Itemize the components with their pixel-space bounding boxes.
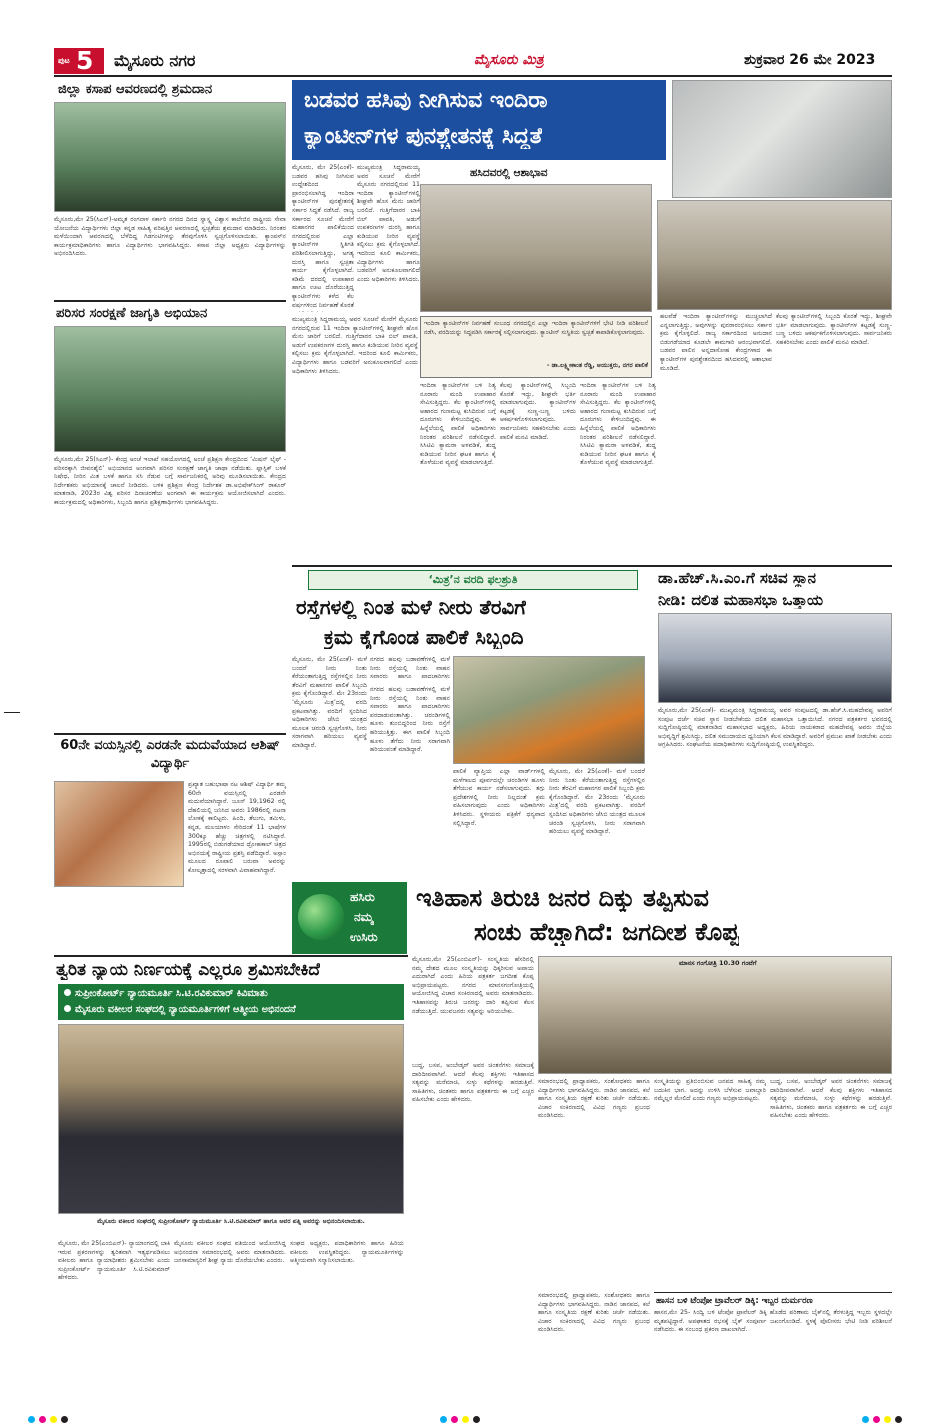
nyaya-col2: ಮೈಸೂರು ವಕೀಲರ ಸಂಘದ ವತಿಯಿಂದ ಆಯೋಜಿಸಿದ್ದ ಅಭಿನಂದನಾ ಸಮಾರಂಭದಲ್ಲಿ ಅವರು ಮಾತನಾಡಿದರು. ಜನಸಾಮಾನ್ಯರಿಗೆ ಶೀಘ್ರ ನ್ಯಾಯ ದೊರೆಯಬೇಕು ಎಂದರು. (174, 1240, 286, 1265)
koppa-headline-line1: ಇತಿಹಾಸ ತಿರುಚಿ ಜನರ ದಿಕ್ಕು ತಪ್ಪಿಸುವ (416, 884, 709, 912)
page-date: ಶುಕ್ರವಾರ 26 ಮೇ 2023 (744, 52, 876, 68)
bullet-dot-icon (64, 1005, 71, 1012)
green-line2: ನಮ್ಮ (354, 910, 374, 924)
nyaya-col3: ಸಂಘದ ಅಧ್ಯಕ್ಷರು, ಪದಾಧಿಕಾರಿಗಳು ಹಾಗೂ ಹಿರಿಯ ವಕೀಲರು ಉಪಸ್ಥಿತರಿದ್ದರು. ನ್ಯಾಯಮೂರ್ತಿಗಳನ್ನು ಆತ್ಮೀಯವಾಗಿ ಸನ್ಮಾನಿಸಲಾಯಿತು. (290, 1240, 404, 1265)
nyaya-bullet2: ಮೈಸೂರು ವಕೀಲರ ಸಂಘದಲ್ಲಿ ನ್ಯಾಯಮೂರ್ತಿಗಳಿಗೆ ಆತ್ಮೀಯ ಅಭಿನಂದನೆ (75, 1004, 296, 1015)
rain-tag-text: ‘ಮಿತ್ರ’ನ ವರದಿ ಫಲಶ್ರುತಿ (428, 573, 518, 586)
rain-photo (453, 656, 645, 764)
nyaya-headline: ತ್ವರಿತ ನ್ಯಾಯ ನಿರ್ಣಯಕ್ಕೆ ಎಲ್ಲರೂ ಶ್ರಮಿಸಬೇಕಿದೆ (56, 960, 321, 980)
canteen-photo-dining (420, 184, 652, 312)
environment-headline: ಪರಿಸರ ಸಂರಕ್ಷಣೆ ಜಾಗೃತಿ ಅಭಿಯಾನ (56, 306, 208, 321)
nyaya-bullet1: ಸುಪ್ರೀಂಕೋರ್ಟ್ ನ್ಯಾಯಮೂರ್ತಿ ಸಿ.ಟಿ.ರವಿಕುಮಾರ್ ಕಿವಿಮಾತು (75, 988, 268, 999)
dalit-photo (658, 613, 892, 703)
rain-headline-line2: ಕ್ರಮ ಕೈಗೊಂಡ ಪಾಲಿಕೆ ಸಿಬ್ಬಂದಿ (324, 625, 524, 649)
paper-name: ಮೈಸೂರು ಮಿತ್ರ (474, 52, 544, 68)
canteen-headline-line2: ಕ್ಯಾಂಟೀನ್‌ಗಳ ಪುನಶ್ಚೇತನಕ್ಕೆ ಸಿದ್ಧತೆ (304, 124, 543, 149)
green-line3: ಉಸಿರು (350, 930, 378, 944)
canteen-col4: ಕೆಲವು ಕ್ಯಾಂಟೀನ್‌ಗಳಲ್ಲಿ ಸಿಬ್ಬಂದಿ ಕೊರತೆ ಇದ್ದು, ಶೀಘ್ರವೇ ಭರ್ತಿ ಮಾಡಲಾಗುವುದು. ಕ್ಯಾಂಟೀನ್‌ಗಳ ಕಟ್ಟಡಕ್ಕೆ ಸುಣ್ಣ-ಬಣ್ಣ ಬಳಿದು ಆಕರ್ಷಕಗೊಳಿಸಲಾಗುವುದು. ಸಾರ್ವಜನಿಕರು ಸಹಕರಿಸಬೇಕು ಎಂದು ಪಾಲಿಕೆ ಮನವಿ ಮಾಡಿದೆ. (500, 382, 576, 441)
nyaya-bullet1-row (64, 986, 398, 1002)
rain-col3: ಪಾಲಿಕೆ ವ್ಯಾಪ್ತಿಯ ಎಲ್ಲಾ ವಾರ್ಡ್‌ಗಳಲ್ಲಿ ಮಳೆಗಾಲದ ಪೂರ್ವದಲ್ಲೇ ಚರಂಡಿಗಳ ಹೂಳು ತೆಗೆಯುವ ಕಾರ್ಯ ನಡೆಸಲಾಗುವುದು. ತಗ್ಗು ಪ್ರದೇಶಗಳಲ್ಲಿ ನೀರು ನಿಲ್ಲದಂತೆ ಕ್ರಮ ವಹಿಸಲಾಗುವುದು ಎಂದು ಅಧಿಕಾರಿಗಳು ತಿಳಿಸಿದರು. ಸ್ಥಳೀಯರು ಪತ್ರಿಕೆಗೆ ಧನ್ಯವಾದ ಸಲ್ಲಿಸಿದ್ದಾರೆ. (453, 768, 545, 827)
masthead (54, 48, 892, 74)
canteen-col2: ಮುಖ್ಯಮಂತ್ರಿ ಸಿದ್ದರಾಮಯ್ಯ ಅವರ ಸೂಚನೆ ಮೇರೆಗೆ ಮೈಸೂರು ನಗರದಲ್ಲಿರುವ 11 ಇಂದಿರಾ ಕ್ಯಾಂಟೀನ್‌ಗಳಲ್ಲಿ ಶೀಘ್ರವೇ ಹೊಸ ಮೆನು ಜಾರಿಗೆ ಬರಲಿದೆ. ಗುತ್ತಿಗೆದಾರರ ಬಾಕಿ ಬಿಲ್ ಪಾವತಿ, ಅಡುಗೆ ಉಪಕರಣಗಳ ದುರಸ್ತಿ ಹಾಗೂ ಕುಡಿಯುವ ನೀರಿನ ವ್ಯವಸ್ಥೆ ಕಲ್ಪಿಸಲು ಕ್ರಮ ಕೈಗೊಳ್ಳಲಾಗಿದೆ. ಇದರಿಂದ ಕೂಲಿ ಕಾರ್ಮಿಕರು, ವಿದ್ಯಾರ್ಥಿಗಳು ಹಾಗೂ ಬಡವರಿಗೆ ಅನುಕೂಲವಾಗಲಿದೆ ಎಂದು ಅಧಿಕಾರಿಗಳು ತಿಳಿಸಿದರು. (357, 164, 420, 283)
environment-photo (54, 326, 286, 452)
registration-dots-right (862, 1408, 922, 1416)
wedding-headline: 60ನೇ ವಯಸ್ಸಿನಲ್ಲಿ ಎರಡನೇ ಮದುವೆಯಾದ ಆಶಿಷ್ ವಿದ್ಯಾರ್ಥಿ (60, 738, 280, 771)
canteen-col3: ಇಂದಿರಾ ಕ್ಯಾಂಟೀನ್‌ಗಳ ಬಳಿ ನಿತ್ಯ ನೂರಾರು ಮಂದಿ ಉಪಾಹಾರ ಸೇವಿಸುತ್ತಿದ್ದರು. ಕೆಲ ಕ್ಯಾಂಟೀನ್‌ಗಳಲ್ಲಿ ಆಹಾರದ ಗುಣಮಟ್ಟ ಕುಸಿದಿರುವ ಬಗ್ಗೆ ದೂರುಗಳು ಕೇಳಿಬಂದಿದ್ದವು. ಈ ಹಿನ್ನೆಲೆಯಲ್ಲಿ ಪಾಲಿಕೆ ಅಧಿಕಾರಿಗಳು ನಿರಂತರ ಪರಿಶೀಲನೆ ನಡೆಸಲಿದ್ದಾರೆ. ಸಿಸಿಟಿವಿ ಕ್ಯಾಮರಾ ಅಳವಡಿಕೆ, ಶುದ್ಧ ಕುಡಿಯುವ ನೀರಿನ ಘಟಕ ಹಾಗೂ ಕೈ ತೊಳೆಯುವ ವ್ಯವಸ್ಥೆ ಮಾಡಲಾಗುತ್ತಿದೆ. (420, 382, 496, 467)
nyaya-col1: ಮೈಸೂರು, ಮೇ 25(ಎಂಬಿಎನ್)- ನ್ಯಾಯಾಂಗದಲ್ಲಿ ಬಾಕಿ ಇರುವ ಪ್ರಕರಣಗಳನ್ನು ತ್ವರಿತವಾಗಿ ಇತ್ಯರ್ಥಪಡಿಸಲು ವಕೀಲರು ಹಾಗೂ ನ್ಯಾಯಾಧೀಶರು ಶ್ರಮಿಸಬೇಕು ಎಂದು ಸುಪ್ರೀಂಕೋರ್ಟ್ ನ್ಯಾಯಮೂರ್ತಿ ಸಿ.ಟಿ.ರವಿಕುಮಾರ್ ಹೇಳಿದರು. (58, 1240, 170, 1282)
canteen-kicker: ಹಸಿದವರಲ್ಲಿ ಆಶಾಭಾವ (470, 167, 548, 179)
canteen-col4b: ಇಂದಿರಾ ಕ್ಯಾಂಟೀನ್‌ಗಳ ಬಳಿ ನಿತ್ಯ ನೂರಾರು ಮಂದಿ ಉಪಾಹಾರ ಸೇವಿಸುತ್ತಿದ್ದರು. ಕೆಲ ಕ್ಯಾಂಟೀನ್‌ಗಳಲ್ಲಿ ಆಹಾರದ ಗುಣಮಟ್ಟ ಕುಸಿದಿರುವ ಬಗ್ಗೆ ದೂರುಗಳು ಕೇಳಿಬಂದಿದ್ದವು. ಈ ಹಿನ್ನೆಲೆಯಲ್ಲಿ ಪಾಲಿಕೆ ಅಧಿಕಾರಿಗಳು ನಿರಂತರ ಪರಿಶೀಲನೆ ನಡೆಸಲಿದ್ದಾರೆ. ಸಿಸಿಟಿವಿ ಕ್ಯಾಮರಾ ಅಳವಡಿಕೆ, ಶುದ್ಧ ಕುಡಿಯುವ ನೀರಿನ ಘಟಕ ಹಾಗೂ ಕೈ ತೊಳೆಯುವ ವ್ಯವಸ್ಥೆ ಮಾಡಲಾಗುತ್ತಿದೆ. (580, 382, 656, 467)
dalit-body: ಮೈಸೂರು,ಮೇ 25(ಎಂಕೆ)- ಮುಖ್ಯಮಂತ್ರಿ ಸಿದ್ದರಾಮಯ್ಯ ಅವರ ಸಂಪುಟದಲ್ಲಿ ಡಾ.ಹೆಚ್.ಸಿ.ಮಹದೇವಪ್ಪ ಅವರಿಗೆ ಸಂಪುಟ ದರ್ಜೆ ಸಚಿವ ಸ್ಥಾನ ನೀಡಬೇಕೆಂದು ದಲಿತ ಮಹಾಸಭಾ ಒತ್ತಾಯಿಸಿದೆ. ನಗರದ ಪತ್ರಕರ್ತರ ಭವನದಲ್ಲಿ ಸುದ್ದಿಗೋಷ್ಠಿಯಲ್ಲಿ ಮಾತನಾಡಿದ ಮಹಾಸಭಾದ ಅಧ್ಯಕ್ಷರು, ಹಿರಿಯ ನಾಯಕರಾದ ಮಹದೇವಪ್ಪ ಅವರು ಜಿಲ್ಲೆಯ ಅಭಿವೃದ್ಧಿಗೆ ಶ್ರಮಿಸಿದ್ದು, ದಲಿತ ಸಮುದಾಯದ ಧ್ವನಿಯಾಗಿ ಕೆಲಸ ಮಾಡಿದ್ದಾರೆ. ಅವರಿಗೆ ಪ್ರಮುಖ ಖಾತೆ ನೀಡಬೇಕು ಎಂದು ಆಗ್ರಹಿಸಿದರು. ಸಂಘಟನೆಯ ಪದಾಧಿಕಾರಿಗಳು ಸುದ್ದಿಗೋಷ್ಠಿಯಲ್ಲಿ ಉಪಸ್ಥಿತರಿದ್ದರು. (658, 707, 892, 749)
koppa-col1: ಮೈಸೂರು,ಮೇ 25(ಎಂಬಿಎನ್)- ಸಂಸ್ಕೃತಿಯ ಹೆಸರಿನಲ್ಲಿ ನಮ್ಮ ದೇಶದ ಮೂಲ ಸಂಸ್ಕೃತಿಯನ್ನು ಧಿಕ್ಕರಿಸುವ ಅಪಾಯ ಎದುರಾಗಿದೆ ಎಂದು ಹಿರಿಯ ಪತ್ರಕರ್ತ ಜಗದೀಶ ಕೊಪ್ಪ ಅಭಿಪ್ರಾಯಪಟ್ಟರು. ನಗರದ ಮಾನಸಗಂಗೋತ್ರಿಯಲ್ಲಿ ಆಯೋಜಿಸಿದ್ದ ವಿಚಾರ ಸಂಕಿರಣದಲ್ಲಿ ಅವರು ಮಾತನಾಡಿದರು. ಇತಿಹಾಸವನ್ನು ತಿರುಚಿ ಜನರನ್ನು ದಾರಿ ತಪ್ಪಿಸುವ ಕೆಲಸ ನಡೆಯುತ್ತಿದೆ. ಯುವಜನರು ಸತ್ಯವನ್ನು ಅರಿಯಬೇಕು. (412, 956, 534, 1015)
bullet-dot-icon (64, 989, 71, 996)
registration-dot-icon (61, 1416, 68, 1423)
registration-dot-icon (895, 1416, 902, 1423)
article-dalit (652, 569, 892, 879)
kasapa-photo (54, 102, 286, 212)
green-promo (292, 882, 407, 954)
article-kasapa (54, 80, 286, 298)
article-accident (654, 1292, 892, 1408)
koppa-photo-caption: ಮಾನಸ ಗಂಗೋತ್ರಿ 10.30 ಗಂಟೆಗೆ (679, 959, 757, 967)
green-line1: ಹಸಿರು (350, 890, 375, 904)
nyaya-bullet2-row (64, 1002, 398, 1018)
rain-col1: ಮೈಸೂರು, ಮೇ 25(ಎಂಕೆ)- ಮಳೆ ಬಂದರೆ ನೀರು ನಿಂತು ಕೆರೆಯಂತಾಗುತ್ತಿದ್ದ ರಸ್ತೆಗಳಲ್ಲಿನ ನೀರು ತೆರವಿಗೆ ಮಹಾನಗರ ಪಾಲಿಕೆ ಸಿಬ್ಬಂದಿ ಕ್ರಮ ಕೈಗೊಂಡಿದ್ದಾರೆ. ಮೇ 23ರಂದು ‘ಮೈಸೂರು ಮಿತ್ರ’ದಲ್ಲಿ ವರದಿ ಪ್ರಕಟವಾಗಿತ್ತು. ವರದಿಗೆ ಸ್ಪಂದಿಸಿದ ಅಧಿಕಾರಿಗಳು ಜೆಸಿಬಿ ಯಂತ್ರದ ಮೂಲಕ ಚರಂಡಿ ಸ್ವಚ್ಛಗೊಳಿಸಿ, ನೀರು ಸರಾಗವಾಗಿ ಹರಿಯಲು ವ್ಯವಸ್ಥೆ ಮಾಡಿದ್ದಾರೆ. (292, 656, 367, 749)
canteen-quote-box (420, 316, 652, 378)
accident-body: ಹಾಸನ,ಮೇ 25- ಸಿಂದ್ವಿ ಬಳಿ ಟೆಂಪೋ ಟ್ರಾವೆಲರ್ ಡಿಕ್ಕಿ ಹೊಡೆದ ಪರಿಣಾಮ ಬೈಕ್‌ನಲ್ಲಿ ತೆರಳುತ್ತಿದ್ದ ಇಬ್ಬರು ಸ್ಥಳದಲ್ಲೇ ಮೃತಪಟ್ಟಿದ್ದಾರೆ. ಅಪಘಾತದ ರಭಸಕ್ಕೆ ಬೈಕ್ ಸಂಪೂರ್ಣ ಜಖಂಗೊಂಡಿದೆ. ಸ್ಥಳಕ್ಕೆ ಪೊಲೀಸರು ಭೇಟಿ ನೀಡಿ ಪರಿಶೀಲನೆ ನಡೆಸಿದರು. ಈ ಸಂಬಂಧ ಪ್ರಕರಣ ದಾಖಲಾಗಿದೆ. (654, 1309, 892, 1334)
rule-mid-1 (292, 565, 892, 567)
kasapa-headline: ಜಿಲ್ಲಾ ಕಸಾಪ ಆವರಣದಲ್ಲಿ ಶ್ರಮದಾನ (58, 82, 213, 97)
page-number-badge (54, 48, 104, 74)
registration-dots-center (440, 1408, 500, 1416)
wedding-body: ಪ್ರಖ್ಯಾತ ಬಹುಭಾಷಾ ನಟ ಆಶಿಷ್ ವಿದ್ಯಾರ್ಥಿ ತಮ್ಮ 60ನೇ ವಯಸ್ಸಿನಲ್ಲಿ ಎರಡನೇ ಮದುವೆಯಾಗಿದ್ದಾರೆ. ಜೂನ್ 19,1962 ರಲ್ಲಿ ದೆಹಲಿಯಲ್ಲಿ ಜನಿಸಿದ ಅವರು 1986ರಲ್ಲಿ ನಟನಾ ಲೋಕಕ್ಕೆ ಕಾಲಿಟ್ಟರು. ಹಿಂದಿ, ತೆಲುಗು, ತಮಿಳು, ಕನ್ನಡ, ಮಲಯಾಳಂ ಸೇರಿದಂತೆ 11 ಭಾಷೆಗಳ 300ಕ್ಕೂ ಹೆಚ್ಚು ಚಿತ್ರಗಳಲ್ಲಿ ನಟಿಸಿದ್ದಾರೆ. 1995ರಲ್ಲಿ ಬಿಡುಗಡೆಯಾದ ದ್ರೋಹಕಾಲ್ ಚಿತ್ರದ ಅಭಿನಯಕ್ಕೆ ರಾಷ್ಟ್ರೀಯ ಪ್ರಶಸ್ತಿ ಪಡೆದಿದ್ದಾರೆ. ಅಸ್ಸಾಂ ಮೂಲದ ರೂಪಾಲಿ ಬರುವಾ ಅವರನ್ನು ಕೋಲ್ಕತ್ತಾದಲ್ಲಿ ಸರಳವಾಗಿ ವಿವಾಹವಾಗಿದ್ದಾರೆ. (188, 781, 286, 874)
fold-mark (4, 712, 20, 713)
rain-col2: ನಗರದ ಹಲವು ಬಡಾವಣೆಗಳಲ್ಲಿ ಮಳೆ ನೀರು ರಸ್ತೆಯಲ್ಲಿ ನಿಂತು ವಾಹನ ಸವಾರರು ಹಾಗೂ ಪಾದಚಾರಿಗಳು ಪರದಾಡುವಂತಾಗಿತ್ತು. ಚರಂಡಿಗಳಲ್ಲಿ ಹೂಳು ತುಂಬಿದ್ದರಿಂದ ನೀರು ರಸ್ತೆಗೆ ಹರಿಯುತ್ತಿತ್ತು. ಈಗ ಪಾಲಿಕೆ ಸಿಬ್ಬಂದಿ ಹೂಳು ತೆಗೆದು ನೀರು ಸರಾಗವಾಗಿ ಹರಿಯುವಂತೆ ಮಾಡಿದ್ದಾರೆ. (370, 686, 450, 754)
environment-body: ಮೈಸೂರು,ಮೇ 25(ಸಿಎನ್)- ಕೇಂದ್ರ ಅಂಚೆ ಇಲಾಖೆ ಸಹಯೋಗದಲ್ಲಿ ಅಂಚೆ ಪ್ರಶಿಕ್ಷಣ ಕೇಂದ್ರದಿಂದ ‘ಮಿಷನ್ ಲೈಫ್ - ಪರಿಸರಕ್ಕಾಗಿ ಜೀವನಶೈಲಿ’ ಅಭಿಯಾನದ ಅಂಗವಾಗಿ ಪರಿಸರ ಸಂರಕ್ಷಣೆ ಜಾಗೃತಿ ಜಾಥಾ ನಡೆಯಿತು. ಪ್ಲಾಸ್ಟಿಕ್ ಬಳಕೆ ನಿಷೇಧ, ನೀರಿನ ಮಿತ ಬಳಕೆ ಹಾಗೂ ಸಸಿ ನೆಡುವ ಬಗ್ಗೆ ಸಾರ್ವಜನಿಕರಲ್ಲಿ ಅರಿವು ಮೂಡಿಸಲಾಯಿತು. ಕೇಂದ್ರದ ನಿರ್ದೇಶಕರು ಅಭಿಯಾನಕ್ಕೆ ಚಾಲನೆ ನೀಡಿದರು. ಬಳಿಕ ಪ್ರಶಿಕ್ಷಣ ಕೇಂದ್ರ ನಿರ್ದೇಶಕ ಡಾ.ಅಭಿಷೇಕ್‌ಸಿಂಗ್ ಠಾಕೂರ್ ಮಾತನಾಡಿ, 2023ರ ವಿಶ್ವ ಪರಿಸರ ದಿನಾಚರಣೆಯ ಅಂಗವಾಗಿ ಈ ಕಾರ್ಯಕ್ರಮ ಆಯೋಜಿಸಲಾಗಿದೆ ಎಂದರು. ಕಾರ್ಯಕ್ರಮದಲ್ಲಿ ಅಧಿಕಾರಿಗಳು, ಸಿಬ್ಬಂದಿ ಹಾಗೂ ಪ್ರಶಿಕ್ಷಣಾರ್ಥಿಗಳು ಭಾಗವಹಿಸಿದ್ದರು. (54, 456, 286, 506)
koppa-photo (538, 956, 892, 1074)
registration-dot-icon (451, 1416, 458, 1423)
rule-nyaya (54, 955, 408, 957)
article-wedding (54, 733, 286, 943)
wedding-photo (54, 781, 184, 887)
nyaya-deck (58, 984, 404, 1020)
registration-dot-icon (884, 1416, 891, 1423)
registration-dots-left (28, 1408, 88, 1416)
registration-dot-icon (873, 1416, 880, 1423)
canteen-col5: ಹಲವೆಡೆ ಇಂದಿರಾ ಕ್ಯಾಂಟೀನ್‌ಗಳನ್ನು ಮುಚ್ಚಲಾಗಿದೆ ಎನ್ನಲಾಗುತ್ತಿದ್ದು, ಅವುಗಳನ್ನು ಪುನರಾರಂಭಿಸಲು ಸರ್ಕಾರ ಕ್ರಮ ಕೈಗೊಳ್ಳಲಿದೆ. ರಾಜ್ಯ ಸರ್ಕಾರದಿಂದ ಅನುದಾನ ಬಿಡುಗಡೆಯಾದ ಕೂಡಲೇ ಕಾಮಗಾರಿ ಆರಂಭವಾಗಲಿದೆ. ಬಡವರ ಪಾಲಿನ ಅನ್ನದಾಸೋಹ ಕೇಂದ್ರಗಳಾದ ಈ ಕ್ಯಾಂಟೀನ್‌ಗಳ ಪುನಶ್ಚೇತನದಿಂದ ಹಸಿದವರಲ್ಲಿ ಆಶಾಭಾವ ಮೂಡಿದೆ. (660, 313, 772, 372)
rain-tag (308, 570, 638, 590)
canteen-headline-line1: ಬಡವರ ಹಸಿವು ನೀಗಿಸುವ ಇಂದಿರಾ (304, 88, 548, 113)
koppa-headline-line2: ಸಂಚು ಹೆಚ್ಚಾಗಿದೆ: ಜಗದೀಶ ಕೊಪ್ಪ (474, 918, 740, 946)
koppa-col2: ಬುದ್ಧ, ಬಸವ, ಅಂಬೇಡ್ಕರ್ ಅವರ ಚಿಂತನೆಗಳು ಸಮಾಜಕ್ಕೆ ದಾರಿದೀಪವಾಗಿವೆ. ಆದರೆ ಕೆಲವು ಶಕ್ತಿಗಳು ಇತಿಹಾಸದ ಸತ್ಯವನ್ನು ಮರೆಮಾಚಿ, ಸುಳ್ಳು ಕಥೆಗಳನ್ನು ಹರಡುತ್ತಿವೆ. ಸಾಹಿತಿಗಳು, ಚಿಂತಕರು ಹಾಗೂ ಪತ್ರಕರ್ತರು ಈ ಬಗ್ಗೆ ಎಚ್ಚರ ವಹಿಸಬೇಕು ಎಂದು ಹೇಳಿದರು. (412, 1062, 534, 1104)
koppa-col3: ಸಮಾರಂಭದಲ್ಲಿ ಪ್ರಾಧ್ಯಾಪಕರು, ಸಂಶೋಧಕರು ಹಾಗೂ ವಿದ್ಯಾರ್ಥಿಗಳು ಭಾಗವಹಿಸಿದ್ದರು. ನಾಡಿನ ಜಾನಪದ, ಕಲೆ ಹಾಗೂ ಸಂಸ್ಕೃತಿಯ ರಕ್ಷಣೆ ಕುರಿತು ಚರ್ಚೆ ನಡೆಯಿತು. ವಿಚಾರ ಸಂಕಿರಣದಲ್ಲಿ ವಿವಿಧ ಗಣ್ಯರು ಪ್ರಬಂಧ ಮಂಡಿಸಿದರು. (538, 1078, 650, 1120)
accident-headline: ಹಾಸನ ಬಳಿ ಟೆಂಪೋ ಟ್ರಾವೆಲರ್ ಡಿಕ್ಕಿ: ಇಬ್ಬರ ದುರ್ಮರಣ (656, 1296, 813, 1306)
koppa-col5: ಬುದ್ಧ, ಬಸವ, ಅಂಬೇಡ್ಕರ್ ಅವರ ಚಿಂತನೆಗಳು ಸಮಾಜಕ್ಕೆ ದಾರಿದೀಪವಾಗಿವೆ. ಆದರೆ ಕೆಲವು ಶಕ್ತಿಗಳು ಇತಿಹಾಸದ ಸತ್ಯವನ್ನು ಮರೆಮಾಚಿ, ಸುಳ್ಳು ಕಥೆಗಳನ್ನು ಹರಡುತ್ತಿವೆ. ಸಾಹಿತಿಗಳು, ಚಿಂತಕರು ಹಾಗೂ ಪತ್ರಕರ್ತರು ಈ ಬಗ್ಗೆ ಎಚ್ಚರ ವಹಿಸಬೇಕು ಎಂದು ಹೇಳಿದರು. (770, 1078, 892, 1120)
registration-dot-icon (39, 1416, 46, 1423)
masthead-rule (54, 75, 892, 77)
registration-dot-icon (440, 1416, 447, 1423)
canteen-quote-credit: - ಡಾ.ಲಕ್ಷ್ಮೀಕಾಂತ ರೆಡ್ಡಿ, ಆಯುಕ್ತರು, ನಗರ ಪಾಲಿಕೆ (546, 362, 648, 369)
page-number: 5 (76, 46, 94, 75)
globe-icon (298, 894, 344, 940)
koppa-col4: ಸಂಸ್ಕೃತಿಯನ್ನು ಪ್ರತಿಬಿಂಬಿಸುವ ಜನಪದ ಸಾಹಿತ್ಯ ನಮ್ಮ ಬದುಕಿನ ಭಾಗ. ಅದನ್ನು ಉಳಿಸಿ ಬೆಳೆಸುವ ಜವಾಬ್ದಾರಿ ನಮ್ಮೆಲ್ಲರ ಮೇಲಿದೆ ಎಂದು ಗಣ್ಯರು ಅಭಿಪ್ರಾಯಪಟ್ಟರು. (654, 1078, 766, 1103)
kasapa-body: ಮೈಸೂರು,ಮೇ 25(ಸಿಎನ್)-ಅಮೃತ ರಂಗನಾಳ ಸರ್ಕಾರಿ ನಗರದ ದಿನದ ಸ್ವಾಸ್ಥ್ಯ ವಿಶ್ವಾಸ ಕಾಲೇಜಿನ ರಾಷ್ಟ್ರೀಯ ಸೇವಾ ಯೋಜನೆಯ ವಿದ್ಯಾರ್ಥಿಗಳು ಜಿಲ್ಲಾ ಕನ್ನಡ ಸಾಹಿತ್ಯ ಪರಿಷತ್ತಿನ ಆವರಣದಲ್ಲಿ ಸ್ವಚ್ಛತೆಯ ಶ್ರಮದಾನ ಮಾಡಿದರು. ನಿರಂತರ ಮಳೆಯಿಂದಾಗಿ ಆವರಣದಲ್ಲಿ ಬೆಳೆದಿದ್ದ ಗಿಡಗಂಟಿಗಳನ್ನು ತೆರವುಗೊಳಿಸಿ ಸ್ವಚ್ಛಗೊಳಿಸಲಾಯಿತು. ಕ್ಯಾಂಪಸ್‌ನ ಕಾರ್ಯಕ್ರಮಾಧಿಕಾರಿಗಳು ಹಾಗೂ ವಿದ್ಯಾರ್ಥಿಗಳು ಭಾಗವಹಿಸಿದ್ದರು. ಕಸಾಪ ಜಿಲ್ಲಾ ಅಧ್ಯಕ್ಷರು ವಿದ್ಯಾರ್ಥಿಗಳನ್ನು ಅಭಿನಂದಿಸಿದರು. (54, 216, 286, 258)
rain-col4: ಮೈಸೂರು, ಮೇ 25(ಎಂಕೆ)- ಮಳೆ ಬಂದರೆ ನೀರು ನಿಂತು ಕೆರೆಯಂತಾಗುತ್ತಿದ್ದ ರಸ್ತೆಗಳಲ್ಲಿನ ನೀರು ತೆರವಿಗೆ ಮಹಾನಗರ ಪಾಲಿಕೆ ಸಿಬ್ಬಂದಿ ಕ್ರಮ ಕೈಗೊಂಡಿದ್ದಾರೆ. ಮೇ 23ರಂದು ‘ಮೈಸೂರು ಮಿತ್ರ’ದಲ್ಲಿ ವರದಿ ಪ್ರಕಟವಾಗಿತ್ತು. ವರದಿಗೆ ಸ್ಪಂದಿಸಿದ ಅಧಿಕಾರಿಗಳು ಜೆಸಿಬಿ ಯಂತ್ರದ ಮೂಲಕ ಚರಂಡಿ ಸ್ವಚ್ಛಗೊಳಿಸಿ, ನೀರು ಸರಾಗವಾಗಿ ಹರಿಯಲು ವ್ಯವಸ್ಥೆ ಮಾಡಿದ್ದಾರೆ. (549, 768, 645, 836)
canteen-quote: ಇಂದಿರಾ ಕ್ಯಾಂಟೀನ್‌ಗಳ ನಿರ್ವಹಣೆ ಸಂಬಂಧ ನಗರದಲ್ಲಿನ ಎಲ್ಲಾ ಇಂದಿರಾ ಕ್ಯಾಂಟೀನ್‌ಗಳಿಗೆ ಭೇಟಿ ನೀಡಿ ಪರಿಶೀಲನೆ ನಡೆಸಿ, ವರದಿಯನ್ನು ಸಿದ್ಧಪಡಿಸಿ ಸರ್ಕಾರಕ್ಕೆ ಸಲ್ಲಿಸಲಾಗುವುದು. ಕ್ಯಾಂಟೀನ್ ಸುಸ್ಥಿತಿಯ ಸ್ವಚ್ಛತೆ ಕಾಪಾಡಿಕೊಳ್ಳಲಾಗುವುದು. (424, 320, 648, 336)
dalit-headline-line1: ಡಾ.ಹೆಚ್.ಸಿ.ಎಂ.ಗೆ ಸಚಿವ ಸ್ಥಾನ (658, 569, 816, 587)
registration-dot-icon (28, 1416, 35, 1423)
dalit-headline-line2: ನೀಡಿ: ದಲಿತ ಮಹಾಸಭಾ ಒತ್ತಾಯ (658, 591, 824, 609)
canteen-col-left-lower: ಮುಖ್ಯಮಂತ್ರಿ ಸಿದ್ದರಾಮಯ್ಯ ಅವರ ಸೂಚನೆ ಮೇರೆಗೆ ಮೈಸೂರು ನಗರದಲ್ಲಿರುವ 11 ಇಂದಿರಾ ಕ್ಯಾಂಟೀನ್‌ಗಳಲ್ಲಿ ಶೀಘ್ರವೇ ಹೊಸ ಮೆನು ಜಾರಿಗೆ ಬರಲಿದೆ. ಗುತ್ತಿಗೆದಾರರ ಬಾಕಿ ಬಿಲ್ ಪಾವತಿ, ಅಡುಗೆ ಉಪಕರಣಗಳ ದುರಸ್ತಿ ಹಾಗೂ ಕುಡಿಯುವ ನೀರಿನ ವ್ಯವಸ್ಥೆ ಕಲ್ಪಿಸಲು ಕ್ರಮ ಕೈಗೊಳ್ಳಲಾಗಿದೆ. ಇದರಿಂದ ಕೂಲಿ ಕಾರ್ಮಿಕರು, ವಿದ್ಯಾರ್ಥಿಗಳು ಹಾಗೂ ಬಡವರಿಗೆ ಅನುಕೂಲವಾಗಲಿದೆ ಎಂದು ಅಧಿಕಾರಿಗಳು ತಿಳಿಸಿದರು. (292, 316, 418, 375)
nyaya-photo (58, 1024, 404, 1214)
canteen-photo-kitchen (657, 200, 892, 310)
canteen-col6: ಕೆಲವು ಕ್ಯಾಂಟೀನ್‌ಗಳಲ್ಲಿ ಸಿಬ್ಬಂದಿ ಕೊರತೆ ಇದ್ದು, ಶೀಘ್ರವೇ ಭರ್ತಿ ಮಾಡಲಾಗುವುದು. ಕ್ಯಾಂಟೀನ್‌ಗಳ ಕಟ್ಟಡಕ್ಕೆ ಸುಣ್ಣ-ಬಣ್ಣ ಬಳಿದು ಆಕರ್ಷಕಗೊಳಿಸಲಾಗುವುದು. ಸಾರ್ವಜನಿಕರು ಸಹಕರಿಸಬೇಕು ಎಂದು ಪಾಲಿಕೆ ಮನವಿ ಮಾಡಿದೆ. (776, 313, 892, 346)
canteen-photo-building (672, 80, 892, 198)
canteen-banner (292, 80, 666, 160)
rain-headline-line1: ರಸ್ತೆಗಳಲ್ಲಿ ನಿಂತ ಮಳೆ ನೀರು ತೆರವಿಗೆ (296, 595, 526, 619)
registration-dot-icon (862, 1416, 869, 1423)
nyaya-photo-caption: ಮೈಸೂರು ವಕೀಲರ ಸಂಘದಲ್ಲಿ ಸುಪ್ರೀಂಕೋರ್ಟ್ ನ್ಯಾಯಮೂರ್ತಿ ಸಿ.ಟಿ.ರವಿಕುಮಾರ್ ಹಾಗೂ ಅವರ ಪತ್ನಿ ಅವರನ್ನು ಅಭಿನಂದಿಸಲಾಯಿತು. (97, 1218, 365, 1225)
koppa-col6: ಸಮಾರಂಭದಲ್ಲಿ ಪ್ರಾಧ್ಯಾಪಕರು, ಸಂಶೋಧಕರು ಹಾಗೂ ವಿದ್ಯಾರ್ಥಿಗಳು ಭಾಗವಹಿಸಿದ್ದರು. ನಾಡಿನ ಜಾನಪದ, ಕಲೆ ಹಾಗೂ ಸಂಸ್ಕೃತಿಯ ರಕ್ಷಣೆ ಕುರಿತು ಚರ್ಚೆ ನಡೆಯಿತು. ವಿಚಾರ ಸಂಕಿರಣದಲ್ಲಿ ವಿವಿಧ ಗಣ್ಯರು ಪ್ರಬಂಧ ಮಂಡಿಸಿದರು. (538, 1292, 650, 1334)
registration-dot-icon (462, 1416, 469, 1423)
registration-dot-icon (50, 1416, 57, 1423)
canteen-col1: ಮೈಸೂರು, ಮೇ 25(ಎಂಕೆ)- ಬಡವರ ಹಸಿವು ನೀಗಿಸುವ ಉದ್ದೇಶದಿಂದ ಪ್ರಾರಂಭಿಸಲಾಗಿದ್ದ ಇಂದಿರಾ ಕ್ಯಾಂಟೀನ್‌ಗಳ ಪುನಶ್ಚೇತನಕ್ಕೆ ಸರ್ಕಾರ ಸಿದ್ಧತೆ ನಡೆಸಿದೆ. ರಾಜ್ಯ ಸರ್ಕಾರದ ಸೂಚನೆ ಮೇರೆಗೆ ಮಹಾನಗರ ಪಾಲಿಕೆಯಿಂದ ನಗರದಲ್ಲಿರುವ ಎಲ್ಲಾ ಕ್ಯಾಂಟೀನ್‌ಗಳ ಸ್ಥಿತಿಗತಿ ಪರಿಶೀಲಿಸಲಾಗುತ್ತಿದ್ದು, ಅಗತ್ಯ ದುರಸ್ತಿ ಹಾಗೂ ಸ್ವಚ್ಛತಾ ಕಾರ್ಯ ಕೈಗೊಳ್ಳಲಾಗಿದೆ. ಕಡಿಮೆ ದರದಲ್ಲಿ ಉಪಾಹಾರ ಹಾಗೂ ಊಟ ದೊರೆಯುತ್ತಿದ್ದ ಕ್ಯಾಂಟೀನ್‌ಗಳು ಕಳೆದ ಕೆಲ ವರ್ಷಗಳಿಂದ ನಿರ್ವಹಣೆ ಕೊರತೆ (292, 164, 354, 309)
rain-col1b: ನಗರದ ಹಲವು ಬಡಾವಣೆಗಳಲ್ಲಿ ಮಳೆ ನೀರು ರಸ್ತೆಯಲ್ಲಿ ನಿಂತು ವಾಹನ ಸವಾರರು ಹಾಗೂ ಪಾದಚಾರಿಗಳು (370, 656, 450, 681)
page-label: ಪುಟ (58, 56, 70, 65)
section-title: ಮೈಸೂರು ನಗರ (114, 51, 196, 70)
article-environment (54, 300, 286, 730)
registration-dot-icon (473, 1416, 480, 1423)
